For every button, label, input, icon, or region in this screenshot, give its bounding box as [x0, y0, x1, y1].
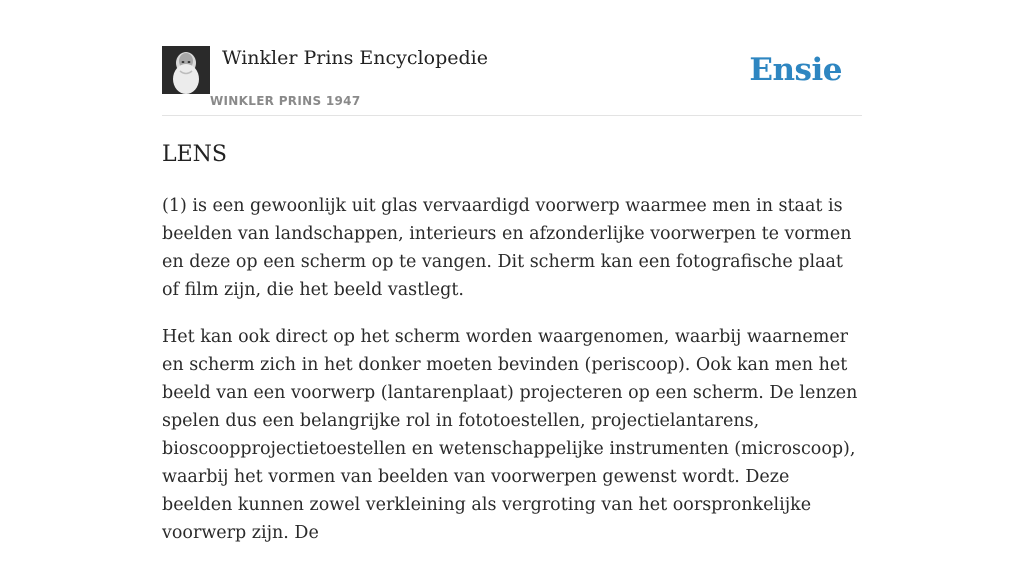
- article-title: LENS: [162, 142, 227, 167]
- article-paragraph: Het kan ook direct op het scherm worden waargenomen, waarbij waarnemer en scherm zich in het donker moeten bevinden (periscoop). Ook kan men het beeld van een voorwerp (lantarenplaat) projecteren op een scherm. De lenzen spelen dus een belangrijke rol in fototoestellen, projectielantarens, bioscoopprojectietoestellen en wetenschappelijke instrumenten (microscoop), waarbij het vormen van beelden van voorwerpen gewenst wordt. Deze beelden kunnen zowel verkleining als vergroting van het oorspronkelijke voorwerp zijn. De: [162, 327, 858, 543]
- page-header: [162, 46, 862, 116]
- source-subtitle[interactable]: WINKLER PRINS 1947: [210, 94, 361, 108]
- bearded-portrait-icon: [162, 46, 210, 94]
- article-paragraph: (1) is een gewoonlijk uit glas vervaardigd voorwerp waarmee men in staat is beelden van landschappen, interieurs en afzonderlijke voorwerpen te vormen en deze op een scherm op te vangen. Dit scherm kan een fotografische plaat of film zijn, die het beeld vastlegt.: [162, 196, 852, 300]
- brand-logo[interactable]: Ensie: [749, 52, 842, 88]
- site-title[interactable]: Winkler Prins Encyclopedie: [222, 47, 488, 69]
- avatar[interactable]: [162, 46, 210, 94]
- article-body: [162, 192, 864, 566]
